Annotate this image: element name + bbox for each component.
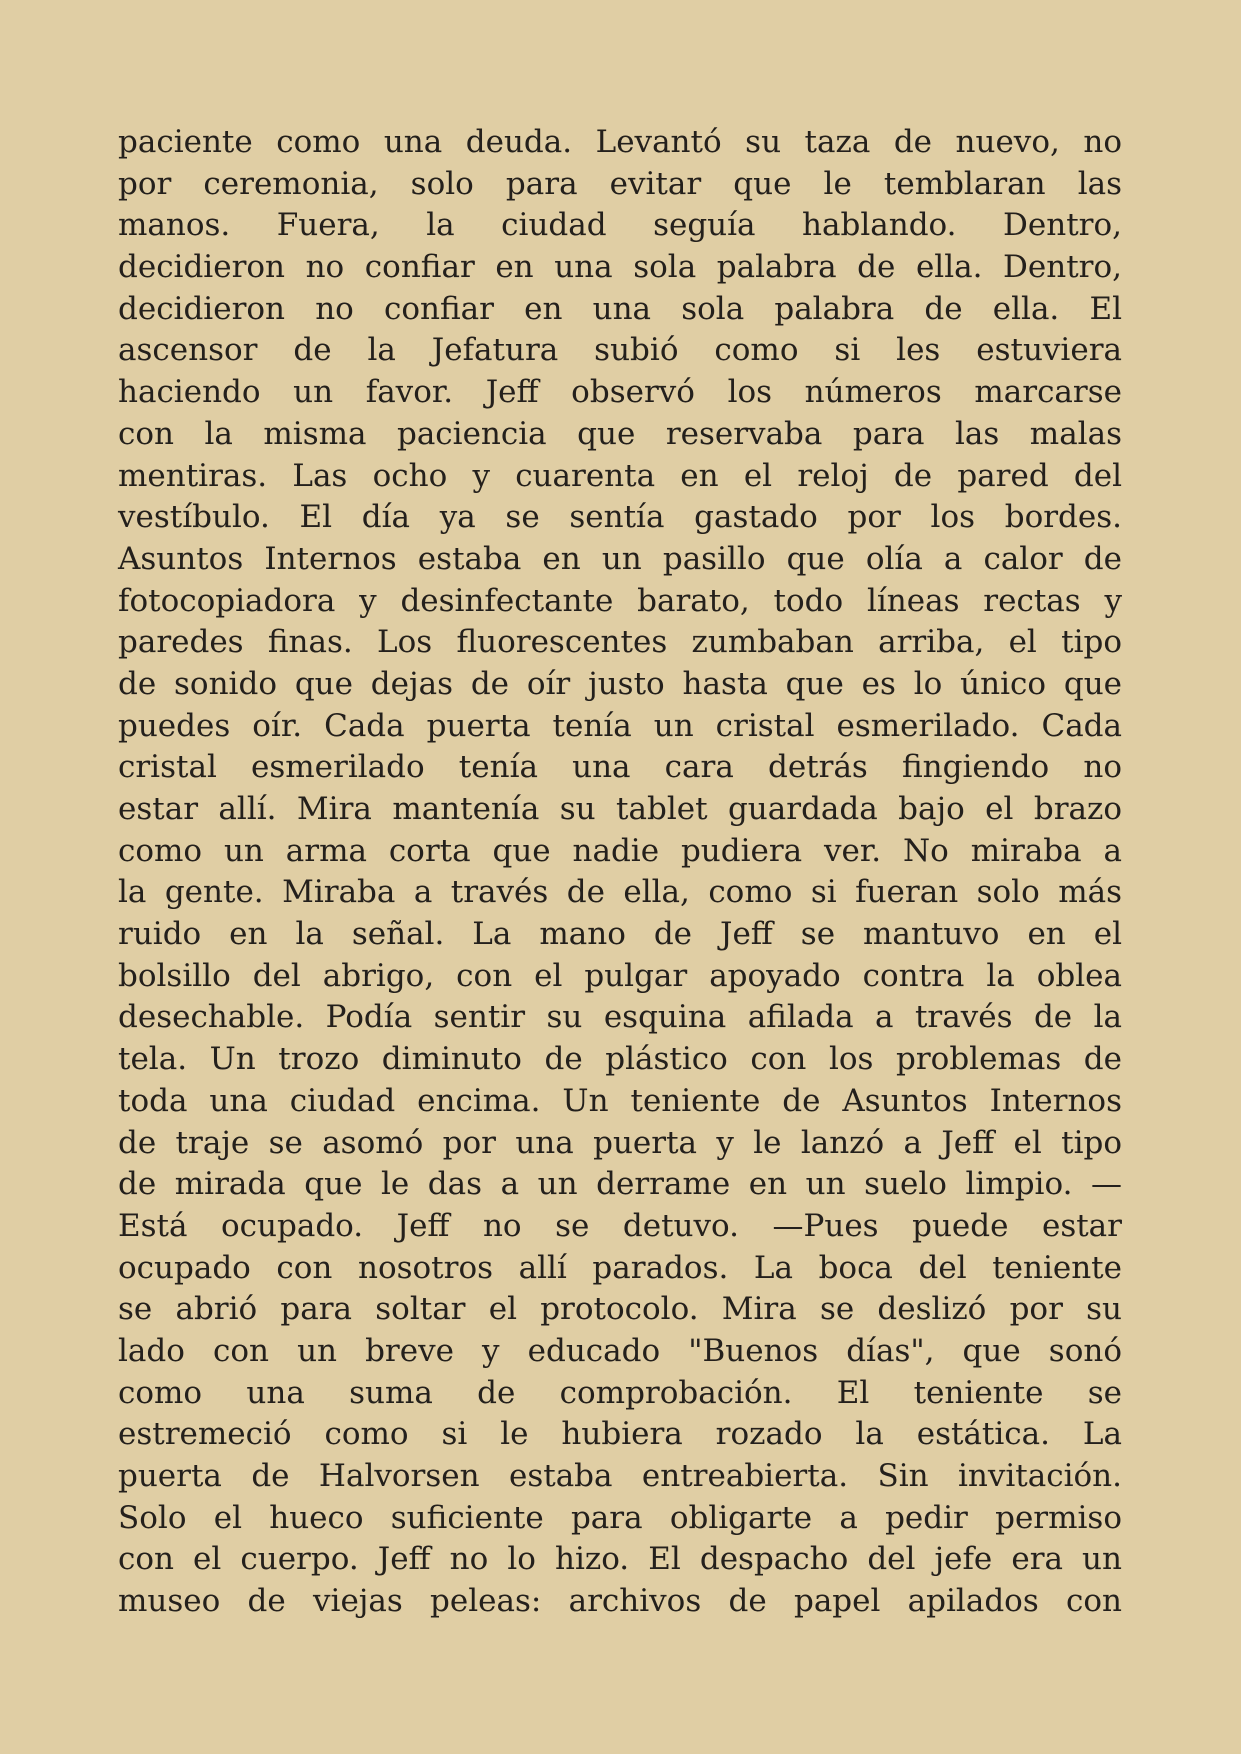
text-line: museo de viejas peleas: archivos de papel apilados con [118, 1583, 1122, 1620]
text-line: bolsillo del abrigo, con el pulgar apoyado contra la oblea [118, 957, 1122, 994]
text-line: ascensor de la Jefatura subió como si les estuviera [118, 332, 1122, 369]
text-line: haciendo un favor. Jeff observó los números marcarse [118, 374, 1122, 411]
text-line: paredes finas. Los fluorescentes zumbaban arriba, el tipo [118, 624, 1122, 661]
text-line: paciente como una deuda. Levantó su taza de nuevo, no [118, 124, 1122, 160]
text-line: decidieron no confiar en una sola palabra de ella. Dentro, [118, 249, 1122, 286]
text-line: por ceremonia, solo para evitar que le temblaran las [118, 165, 1122, 202]
text-line: tela. Un trozo diminuto de plástico con los problemas de [118, 1041, 1122, 1078]
text-line: puedes oír. Cada puerta tenía un cristal esmerilado. Cada [118, 707, 1122, 744]
text-line: vestíbulo. El día ya se sentía gastado por los bordes. [118, 499, 1122, 536]
text-line: cristal esmerilado tenía una cara detrás fingiendo no [118, 749, 1122, 786]
text-line: toda una ciudad encima. Un teniente de Asuntos Internos [118, 1082, 1122, 1119]
text-line: manos. Fuera, la ciudad seguía hablando. Dentro, [118, 207, 1122, 244]
text-line: de traje se asomó por una puerta y le lanzó a Jeff el tipo [118, 1124, 1122, 1161]
text-line: ocupado con nosotros allí parados. La boca del teniente [118, 1249, 1122, 1286]
text-line: mentiras. Las ocho y cuarenta en el reloj de pared del [118, 457, 1122, 494]
text-line: estar allí. Mira mantenía su tablet guardada bajo el brazo [118, 791, 1122, 827]
text-line: la gente. Miraba a través de ella, como si fueran solo más [118, 874, 1122, 911]
text-line: como una suma de comprobación. El teniente se [118, 1374, 1122, 1411]
text-line: decidieron no confiar en una sola palabra de ella. El [118, 290, 1122, 327]
text-line: fotocopiadora y desinfectante barato, todo líneas rectas y [118, 582, 1122, 619]
page-text-block [118, 122, 1122, 1623]
text-line: Solo el hueco suficiente para obligarte a pedir permiso [118, 1499, 1122, 1536]
text-line: ruido en la señal. La mano de Jeff se mantuvo en el [118, 916, 1122, 953]
text-line: con la misma paciencia que reservaba para las malas [118, 415, 1122, 452]
text-line: Asuntos Internos estaba en un pasillo que olía a calor de [118, 540, 1122, 577]
text-line: de mirada que le das a un derrame en un suelo limpio. — [118, 1166, 1122, 1203]
text-line: de sonido que dejas de oír justo hasta que es lo único que [118, 665, 1122, 702]
text-line: con el cuerpo. Jeff no lo hizo. El despacho del jefe era un [118, 1541, 1122, 1578]
text-line: puerta de Halvorsen estaba entreabierta. Sin invitación. [118, 1458, 1122, 1494]
text-line: se abrió para soltar el protocolo. Mira se deslizó por su [118, 1291, 1122, 1328]
text-line: desechable. Podía sentir su esquina afilada a través de la [118, 999, 1122, 1036]
text-line: Está ocupado. Jeff no se detuvo. —Pues puede estar [118, 1207, 1122, 1244]
text-line: lado con un breve y educado "Buenos días", que sonó [118, 1332, 1122, 1369]
text-line: como un arma corta que nadie pudiera ver. No miraba a [118, 832, 1122, 869]
text-line: estremeció como si le hubiera rozado la estática. La [118, 1416, 1122, 1453]
